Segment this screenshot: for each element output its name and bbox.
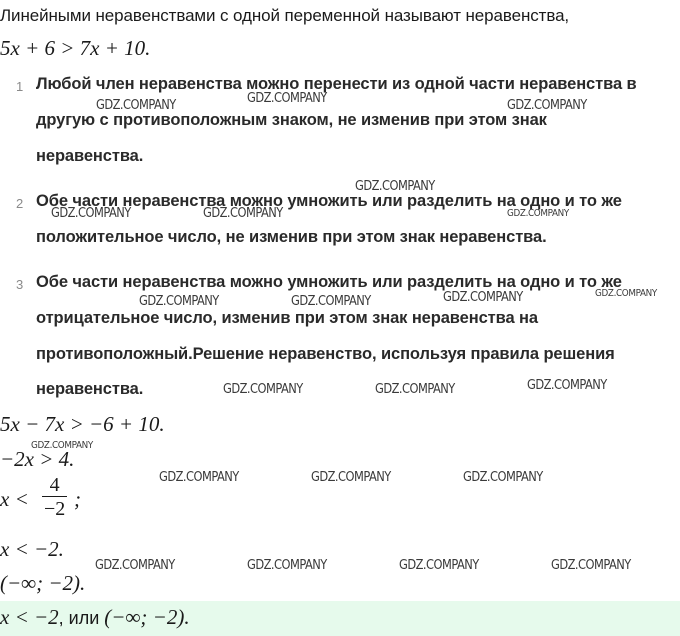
watermark: GDZ.COMPANY xyxy=(375,382,455,397)
answer-interval: (−∞; −2). xyxy=(104,605,190,629)
watermark: GDZ.COMPANY xyxy=(159,470,239,485)
watermark: GDZ.COMPANY xyxy=(399,558,479,573)
rule-text-line: Обе части неравенства можно умножить или разделить на одно и то же xyxy=(36,273,622,291)
fraction-denominator: −2 xyxy=(44,498,66,520)
intro-example: 5x + 6 > 7x + 10. xyxy=(0,36,151,60)
rule-number: 3 xyxy=(16,277,24,292)
rule-text-line: неравенства. xyxy=(36,147,144,165)
watermark: GDZ.COMPANY xyxy=(96,98,176,113)
rule-text-line: Обе части неравенства можно умножить или разделить на одно и то же xyxy=(36,192,622,210)
watermark: GDZ.COMPANY xyxy=(507,208,569,219)
fraction-numerator: 4 xyxy=(49,474,60,496)
watermark: GDZ.COMPANY xyxy=(247,91,327,106)
watermark: GDZ.COMPANY xyxy=(311,470,391,485)
watermark: GDZ.COMPANY xyxy=(223,382,303,397)
rule-text-line: Любой член неравенства можно перенести из одной части неравенства в xyxy=(36,75,637,93)
solution-step-tail: ; xyxy=(74,487,81,511)
solution-interval: (−∞; −2). xyxy=(0,571,86,595)
solution-step: x < −2. xyxy=(0,537,64,561)
solution-step: −2x > 4. xyxy=(0,447,75,471)
fraction xyxy=(42,474,67,521)
watermark: GDZ.COMPANY xyxy=(51,206,131,221)
solution-step: 5x − 7x > −6 + 10. xyxy=(0,412,165,436)
watermark: GDZ.COMPANY xyxy=(291,294,371,309)
answer-connector: , или xyxy=(58,608,105,628)
watermark: GDZ.COMPANY xyxy=(443,290,523,305)
intro-text: Линейными неравенствами с одной переменной называют неравенства, xyxy=(0,6,570,25)
rule-text-line: положительное число, не изменив при этом знак неравенства. xyxy=(36,228,547,246)
rule-number: 2 xyxy=(16,196,24,211)
watermark: GDZ.COMPANY xyxy=(355,179,435,194)
rule-text-line: другую с противоположным знаком, не изменив при этом знак xyxy=(36,111,547,129)
answer-inequality: x < −2 xyxy=(0,605,59,629)
rule-text-line: противоположный.Решение неравенство, используя правила решения xyxy=(36,345,615,363)
rule-text-line: неравенства. xyxy=(36,380,144,398)
rule-number: 1 xyxy=(16,79,24,94)
watermark: GDZ.COMPANY xyxy=(507,98,587,113)
watermark: GDZ.COMPANY xyxy=(463,470,543,485)
watermark: GDZ.COMPANY xyxy=(595,288,657,299)
watermark: GDZ.COMPANY xyxy=(527,378,607,393)
solution-step-lhs: x < xyxy=(0,487,29,511)
watermark: GDZ.COMPANY xyxy=(551,558,631,573)
watermark: GDZ.COMPANY xyxy=(203,206,283,221)
rule-text-line: отрицательное число, изменив при этом знак неравенства на xyxy=(36,309,538,327)
watermark: GDZ.COMPANY xyxy=(95,558,175,573)
watermark: GDZ.COMPANY xyxy=(31,440,93,451)
watermark: GDZ.COMPANY xyxy=(139,294,219,309)
watermark: GDZ.COMPANY xyxy=(247,558,327,573)
answer xyxy=(0,605,190,630)
